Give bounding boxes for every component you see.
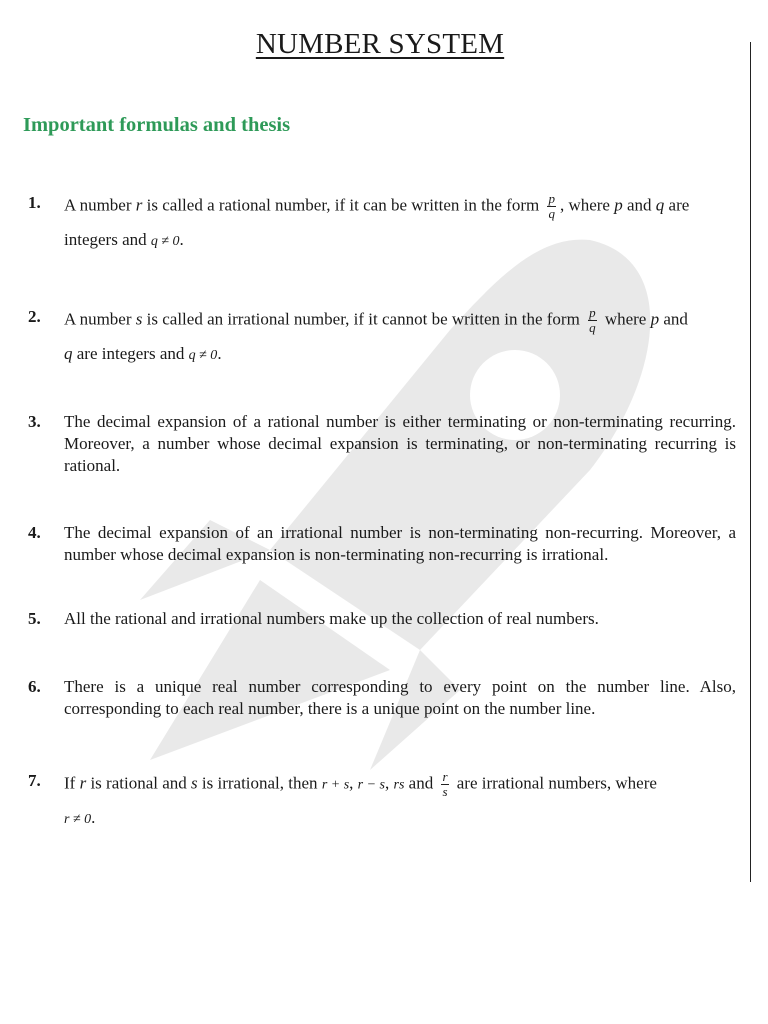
text-run: A number <box>64 309 136 329</box>
math-expression: r + s <box>321 777 350 793</box>
list-item-7 <box>28 770 736 830</box>
list-item-3 <box>28 411 736 477</box>
text-run: . <box>217 344 222 363</box>
item-text <box>64 306 736 367</box>
list-item-5 <box>28 608 736 630</box>
math-variable: r <box>79 773 87 793</box>
text-run: is called a rational number, if it can be written in the form <box>142 195 544 215</box>
item-number: 4. <box>28 523 41 542</box>
text-run: , <box>385 773 394 793</box>
item-line <box>64 192 736 221</box>
item-line <box>64 229 736 253</box>
math-variable: p <box>614 195 623 215</box>
text-run: If <box>64 773 80 793</box>
fraction-denominator: s <box>442 784 448 799</box>
math-variable: s <box>191 773 198 793</box>
item-text <box>64 192 736 253</box>
item-number: 2. <box>28 307 41 326</box>
list-item-2 <box>28 306 736 366</box>
right-margin-rule <box>750 42 751 882</box>
item-line <box>28 807 736 831</box>
text-run: integers and <box>64 230 151 249</box>
list-item-4 <box>28 522 736 566</box>
math-expression: r − s <box>357 777 385 793</box>
text-run: . <box>91 808 96 827</box>
text-run: is rational and <box>86 773 192 793</box>
math-condition: q ≠ 0 <box>150 234 180 249</box>
math-condition: q ≠ 0 <box>188 348 218 363</box>
item-number: 1. <box>28 193 41 212</box>
page-title: NUMBER SYSTEM <box>255 28 505 60</box>
math-condition: r ≠ 0 <box>64 812 92 827</box>
math-variable: p <box>650 309 660 329</box>
fraction-numerator: p <box>548 191 555 206</box>
text-run: are integers and <box>72 344 189 363</box>
list-item-6 <box>28 676 736 720</box>
list-item-1 <box>28 192 736 252</box>
item-number: 3. <box>28 412 41 431</box>
fraction-numerator: p <box>589 305 596 320</box>
item-text <box>64 770 736 831</box>
text-run: and <box>622 195 656 215</box>
item-line <box>64 343 736 367</box>
item-text: All the rational and irrational numbers make up the collection of real numbers. <box>64 609 599 628</box>
text-run: is called an irrational number, if it cannot be written in the form <box>142 309 585 329</box>
fraction-denominator: q <box>548 206 555 221</box>
item-line <box>64 770 736 799</box>
item-number: 5. <box>28 609 41 628</box>
fraction <box>588 306 597 335</box>
item-number: 6. <box>28 677 41 696</box>
item-number: 7. <box>28 771 41 790</box>
text-run: A number <box>64 195 136 215</box>
fraction <box>441 770 448 799</box>
math-variable: r <box>135 195 143 215</box>
text-run: are irrational numbers, where <box>452 773 657 793</box>
math-variable: s <box>135 309 143 329</box>
math-expression: rs <box>393 777 405 793</box>
fraction <box>547 192 556 221</box>
math-variable: q <box>64 344 73 363</box>
item-text: There is a unique real number corresponding to every point on the number line. Also, corresponding to each real number, there is a unique point on the number line. <box>64 677 736 718</box>
text-run: . <box>179 230 184 249</box>
text-run: where <box>600 309 651 329</box>
text-run: are <box>664 195 690 215</box>
math-variable: q <box>655 195 665 215</box>
text-run: and <box>404 773 438 793</box>
section-heading: Important formulas and thesis <box>23 114 291 136</box>
fraction-denominator: q <box>589 320 596 335</box>
text-run: is irrational, then <box>197 773 322 793</box>
fraction-numerator: r <box>442 769 448 784</box>
item-line <box>64 306 736 335</box>
text-run: , where <box>559 195 615 215</box>
text-run: and <box>659 309 688 329</box>
item-text: The decimal expansion of an irrational number is non-terminating non-recurring. Moreover, a number whose decimal expansion is non-terminating non-recurring is irrational. <box>64 523 736 564</box>
text-run: , <box>349 773 358 793</box>
item-text: The decimal expansion of a rational number is either terminating or non-terminating recurring. Moreover, a number whose decimal expansion is terminating, or non-terminating recurring is rational. <box>64 412 736 475</box>
